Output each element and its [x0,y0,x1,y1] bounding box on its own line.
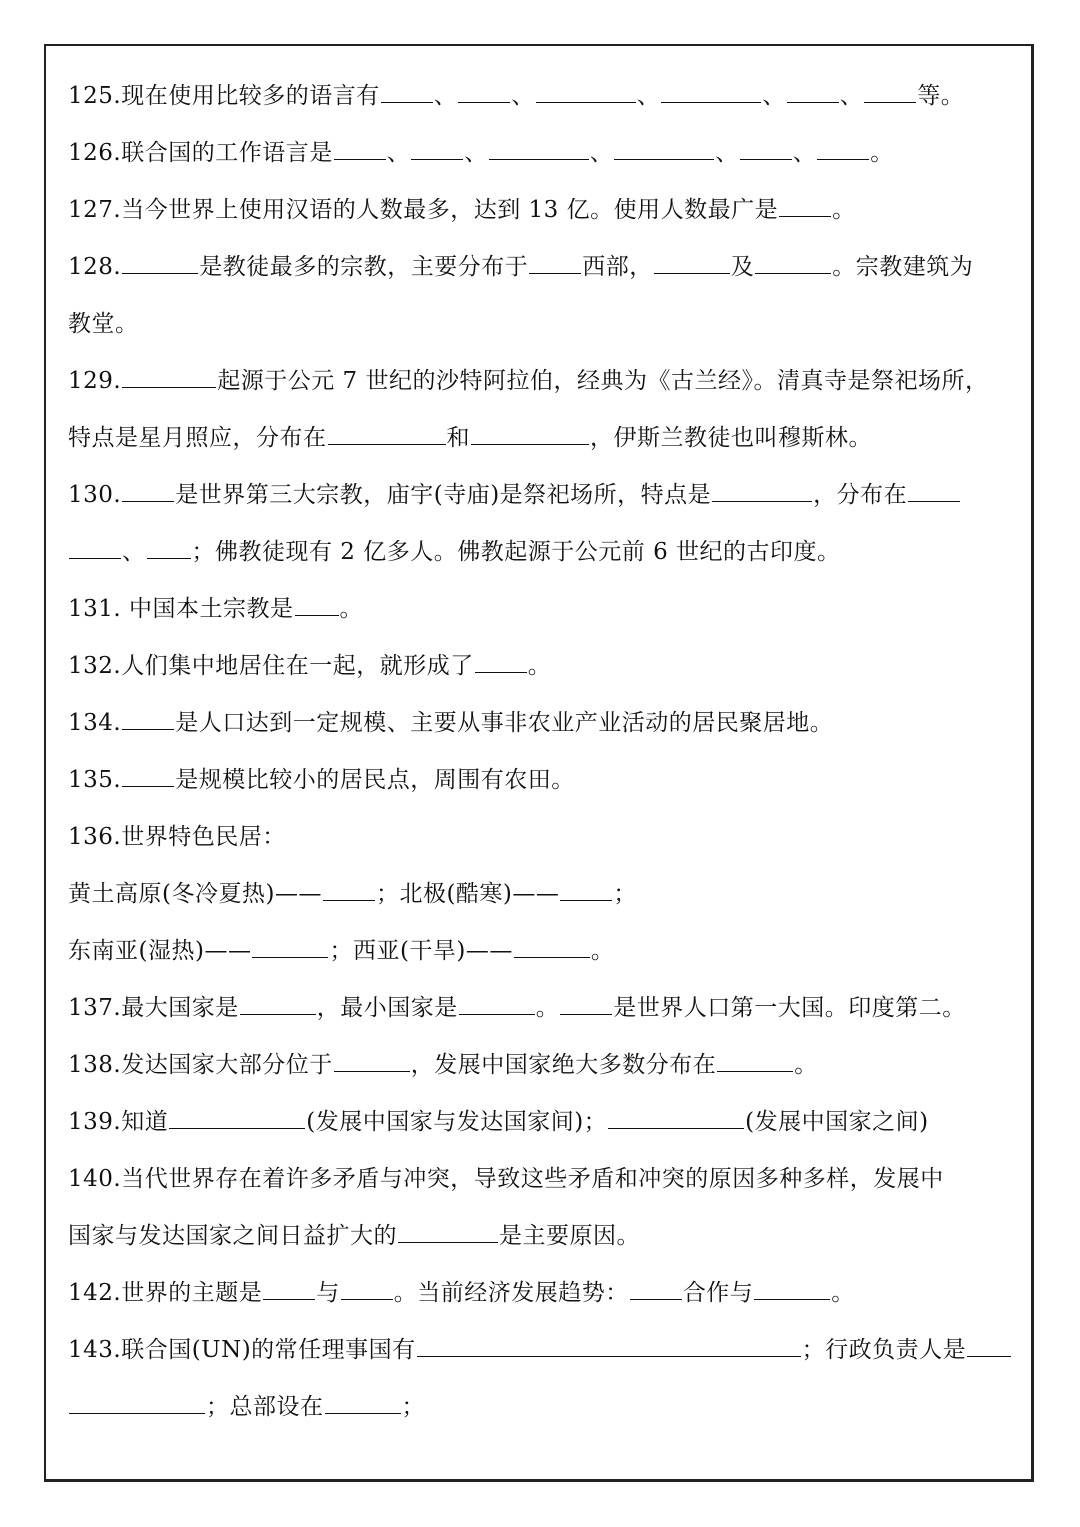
question-137: 137.最大国家是 ，最小国家是 。 是世界人口第一大国。印度第二。 [68,995,966,1021]
question-134: 134. 是人口达到一定规模、主要从事非农业产业活动的居民聚居地。 [68,710,834,736]
question-140: 140.当代世界存在着许多矛盾与冲突，导致这些矛盾和冲突的原因多种多样，发展中 [68,1166,944,1192]
worksheet [68,68,1018,1436]
question-140-cont: 国家与发达国家之间日益扩大的 是主要原因。 [68,1223,640,1249]
question-130-cont: 、 ；佛教徒现有 2 亿多人。佛教起源于公元前 6 世纪的古印度。 [68,524,1018,581]
question-128-cont: 教堂。 [68,311,139,337]
question-128: 128. 是教徒最多的宗教，主要分布于 西部， 及 。宗教建筑为 [68,254,974,280]
question-139: 139.知道 (发展中国家与发达国家间)； (发展中国家之间) [68,1109,929,1135]
question-132: 132.人们集中地居住在一起，就形成了 。 [68,653,552,679]
question-130: 130. 是世界第三大宗教，庙宇(寺庙)是祭祀场所，特点是 ，分布在 [68,467,1018,524]
question-126: 126.联合国的工作语言是 、 、 、 、 、 。 [68,140,894,166]
question-142: 142.世界的主题是 与 。当前经济发展趋势： 合作与 。 [68,1280,855,1306]
question-131: 131. 中国本土宗教是 。 [68,596,364,622]
question-143-cont: ；总部设在 ； [68,1379,1018,1436]
question-143: 143.联合国(UN)的常任理事国有 ；行政负责人是 [68,1322,1018,1379]
question-129-cont: 特点是星月照应，分布在 和 ，伊斯兰教徒也叫穆斯林。 [68,425,872,451]
question-136-title: 136.世界特色民居： [68,824,286,850]
question-125: 125.现在使用比较多的语言有 、 、 、 、 、 等。 [68,83,965,109]
question-136-row1: 黄土高原(冬冷夏热)—— ；北极(酷寒)—— ； [68,881,637,907]
question-127: 127.当今世界上使用汉语的人数最多，达到 13 亿。使用人数最广是 。 [68,197,856,223]
question-136-row2: 东南亚(湿热)—— ；西亚(干旱)—— 。 [68,938,615,964]
question-138: 138.发达国家大部分位于 ，发展中国家绝大多数分布在 。 [68,1052,818,1078]
question-129: 129. 起源于公元 7 世纪的沙特阿拉伯，经典为《古兰经》。清真寺是祭祀场所， [68,368,989,394]
question-135: 135. 是规模比较小的居民点，周围有农田。 [68,767,575,793]
